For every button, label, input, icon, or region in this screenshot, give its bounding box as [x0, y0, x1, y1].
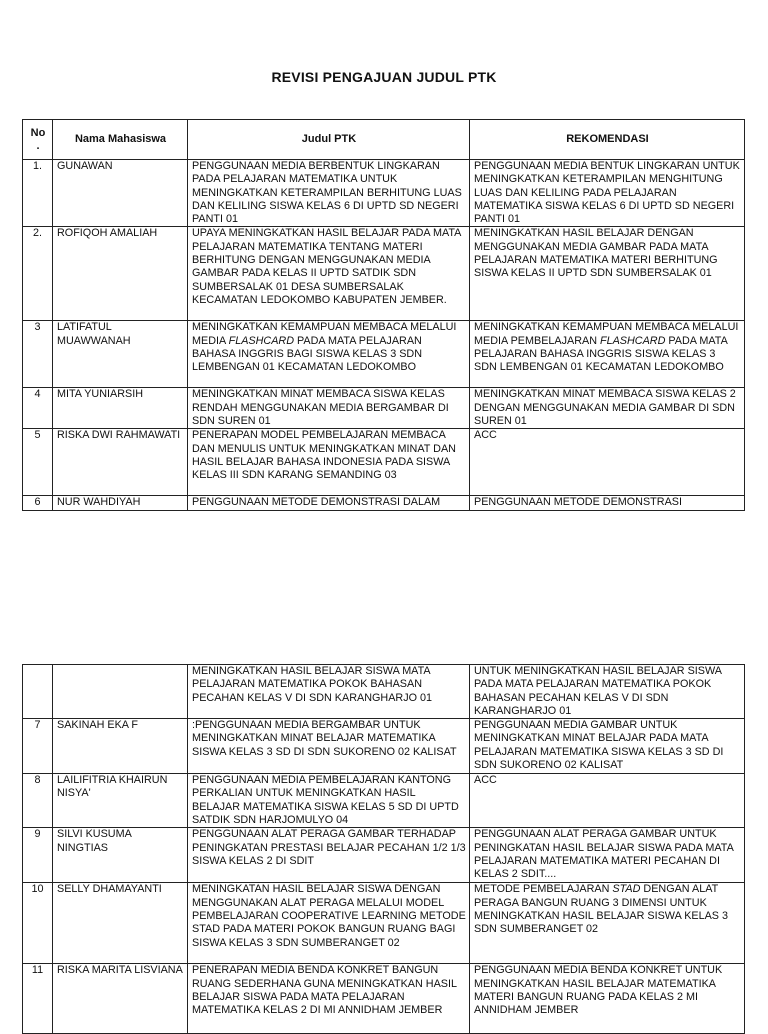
row-rekomendasi: PENGGUNAAN MEDIA GAMBAR UNTUK MENINGKATKAN MINAT BELAJAR PADA MATA PELAJARAN MATEMATIKA SISWA KELAS 3 SD DI SDN SUKORENO 02 KALISAT: [470, 719, 745, 774]
row-rekomendasi: MENINGKATKAN HASIL BELAJAR DENGAN MENGGUNAKAN MEDIA GAMBAR PADA MATA PELAJARAN MATEMATIKA MATERI BERHITUNG SISWA KELAS II UPTD SDN SUMBERSALAK 01: [470, 227, 745, 321]
header-no: No .: [23, 120, 53, 160]
table-row: [23, 883, 745, 964]
row-no: 4: [23, 388, 53, 429]
table-row: [23, 160, 745, 227]
row-no: [23, 665, 53, 719]
table-row: [23, 429, 745, 496]
row-judul: PENGGUNAAN METODE DEMONSTRASI DALAM: [188, 496, 470, 510]
row-no: 2.: [23, 227, 53, 321]
row-no: 11: [23, 964, 53, 1034]
row-judul: PENERAPAN MODEL PEMBELAJARAN MEMBACA DAN MENULIS UNTUK MENINGKATKAN MINAT DAN HASIL BELAJAR BAHASA INDONESIA PADA SISWA KELAS III SDN KARANG SEMANDING 03: [188, 429, 470, 496]
row-nama: MITA YUNIARSIH: [53, 388, 188, 429]
table-row: [23, 774, 745, 828]
row-no: 7: [23, 719, 53, 774]
row-nama: SAKINAH EKA F: [53, 719, 188, 774]
row-judul: MENINGKATKAN HASIL BELAJAR SISWA MATA PELAJARAN MATEMATIKA POKOK BAHASAN PECAHAN KELAS V DI SDN KARANGHARJO 01: [188, 665, 470, 719]
row-rekomendasi: MENINGKATKAN MINAT MEMBACA SISWA KELAS 2 DENGAN MENGGUNAKAN MEDIA GAMBAR DI SDN SUREN 01: [470, 388, 745, 429]
row-nama: LATIFATUL MUAWWANAH: [53, 321, 188, 388]
row-no: 6: [23, 496, 53, 510]
row-judul: MENINGKATKAN MINAT MEMBACA SISWA KELAS RENDAH MENGGUNAKAN MEDIA BERGAMBAR DI SDN SUREN 01: [188, 388, 470, 429]
row-rekomendasi: ACC: [470, 774, 745, 828]
header-judul: Judul PTK: [188, 120, 470, 160]
row-judul: MENINGKATAN HASIL BELAJAR SISWA DENGAN MENGGUNAKAN ALAT PERAGA MELALUI MODEL PEMBELAJARAN COOPERATIVE LEARNING METODE STAD PADA MATERI POKOK BANGUN RUANG BAGI SISWA KELAS 3 SDN SUMBERANGET 02: [188, 883, 470, 964]
row-rekomendasi: PENGGUNAAN MEDIA BENTUK LINGKARAN UNTUK MENINGKATKAN KETERAMPILAN MENGHITUNG LUAS DAN KELILING PADA PELAJARAN MATEMATIKA SISWA KELAS 6 DI UPTD SD NEGERI PANTI 01: [470, 160, 745, 227]
table-header-row: [23, 120, 745, 160]
header-rekomendasi: REKOMENDASI: [470, 120, 745, 160]
table-row: [23, 227, 745, 321]
row-nama: RISKA MARITA LISVIANA: [53, 964, 188, 1034]
row-rekomendasi: METODE PEMBELAJARAN STAD DENGAN ALAT PERAGA BANGUN RUANG 3 DIMENSI UNTUK MENINGKATKAN HASIL BELAJAR SISWA KELAS 3 SDN SUMBERANGET 02: [470, 883, 745, 964]
row-no: 10: [23, 883, 53, 964]
row-no: 3: [23, 321, 53, 388]
row-rekomendasi: PENGGUNAAN MEDIA BENDA KONKRET UNTUK MENINGKATKAN HASIL BELAJAR MATEMATIKA MATERI BANGUN RUANG PADA KELAS 2 MI ANNIDHAM JEMBER: [470, 964, 745, 1034]
row-no: 5: [23, 429, 53, 496]
table-row: [23, 388, 745, 429]
table-row: [23, 496, 745, 510]
row-nama: RISKA DWI RAHMAWATI: [53, 429, 188, 496]
row-no: 1.: [23, 160, 53, 227]
row-rekomendasi: UNTUK MENINGKATKAN HASIL BELAJAR SISWA PADA MATA PELAJARAN MATEMATIKA POKOK BAHASAN PECAHAN KELAS V DI SDN KARANGHARJO 01: [470, 665, 745, 719]
row-judul: UPAYA MENINGKATKAN HASIL BELAJAR PADA MATA PELAJARAN MATEMATIKA TENTANG MATERI BERHITUNG DENGAN MENGGUNAKAN MEDIA GAMBAR PADA KELAS II UPTD SATDIK SDN SUMBERSALAK 01 DESA SUMBERSALAK KECAMATAN LEDOKOMBO KABUPATEN JEMBER.: [188, 227, 470, 321]
row-judul: PENGGUNAAN MEDIA BERBENTUK LINGKARAN PADA PELAJARAN MATEMATIKA UNTUK MENINGKATKAN KETERAMPILAN BERHITUNG LUAS DAN KELILING SISWA KELAS 6 DI UPTD SD NEGERI PANTI 01: [188, 160, 470, 227]
row-judul: PENERAPAN MEDIA BENDA KONKRET BANGUN RUANG SEDERHANA GUNA MENINGKATKAN HASIL BELAJAR SISWA PADA MATA PELAJARAN MATEMATIKA KELAS 2 DI MI ANNIDHAM JEMBER: [188, 964, 470, 1034]
table-row: [23, 665, 745, 719]
row-nama: ROFIQOH AMALIAH: [53, 227, 188, 321]
row-rekomendasi: ACC: [470, 429, 745, 496]
table-row: [23, 828, 745, 883]
ptk-table-page-1: [22, 119, 745, 511]
page-title: REVISI PENGAJUAN JUDUL PTK: [271, 69, 497, 85]
row-nama: SELLY DHAMAYANTI: [53, 883, 188, 964]
row-no: 8: [23, 774, 53, 828]
ptk-table-page-2: [22, 664, 745, 1034]
row-judul: PENGGUNAAN MEDIA PEMBELAJARAN KANTONG PERKALIAN UNTUK MENINGKATKAN HASIL BELAJAR MATEMATIKA SISWA KELAS 5 SD DI UPTD SATDIK SDN HARJOMULYO 04: [188, 774, 470, 828]
row-nama: NUR WAHDIYAH: [53, 496, 188, 510]
row-rekomendasi: PENGGUNAAN METODE DEMONSTRASI: [470, 496, 745, 510]
row-judul: MENINGKATKAN KEMAMPUAN MEMBACA MELALUI MEDIA FLASHCARD PADA MATA PELAJARAN BAHASA INGGRIS BAGI SISWA KELAS 3 SDN LEMBENGAN 01 KECAMATAN LEDOKOMBO: [188, 321, 470, 388]
row-rekomendasi: MENINGKATKAN KEMAMPUAN MEMBACA MELALUI MEDIA PEMBELAJARAN FLASHCARD PADA MATA PELAJARAN BAHASA INGGRIS SISWA KELAS 3 SDN LEMBENGAN 01 KECAMATAN LEDOKOMBO: [470, 321, 745, 388]
row-judul: PENGGUNAAN ALAT PERAGA GAMBAR TERHADAP PENINGKATAN PRESTASI BELAJAR PECAHAN 1/2 1/3 SISWA KELAS 2 DI SDIT: [188, 828, 470, 883]
row-no: 9: [23, 828, 53, 883]
table-row: [23, 964, 745, 1034]
table-row: [23, 719, 745, 774]
row-nama: GUNAWAN: [53, 160, 188, 227]
row-nama: [53, 665, 188, 719]
header-nama: Nama Mahasiswa: [53, 120, 188, 160]
row-judul: :PENGGUNAAN MEDIA BERGAMBAR UNTUK MENINGKATKAN MINAT BELAJAR MATEMATIKA SISWA KELAS 3 SD DI SDN SUKORENO 02 KALISAT: [188, 719, 470, 774]
table-row: [23, 321, 745, 388]
row-rekomendasi: PENGGUNAAN ALAT PERAGA GAMBAR UNTUK PENINGKATAN HASIL BELAJAR SISWA PADA MATA PELAJARAN MATEMATIKA MATERI PECAHAN DI KELAS 2 SDIT....: [470, 828, 745, 883]
row-nama: LAILIFITRIA KHAIRUN NISYA': [53, 774, 188, 828]
row-nama: SILVI KUSUMA NINGTIAS: [53, 828, 188, 883]
